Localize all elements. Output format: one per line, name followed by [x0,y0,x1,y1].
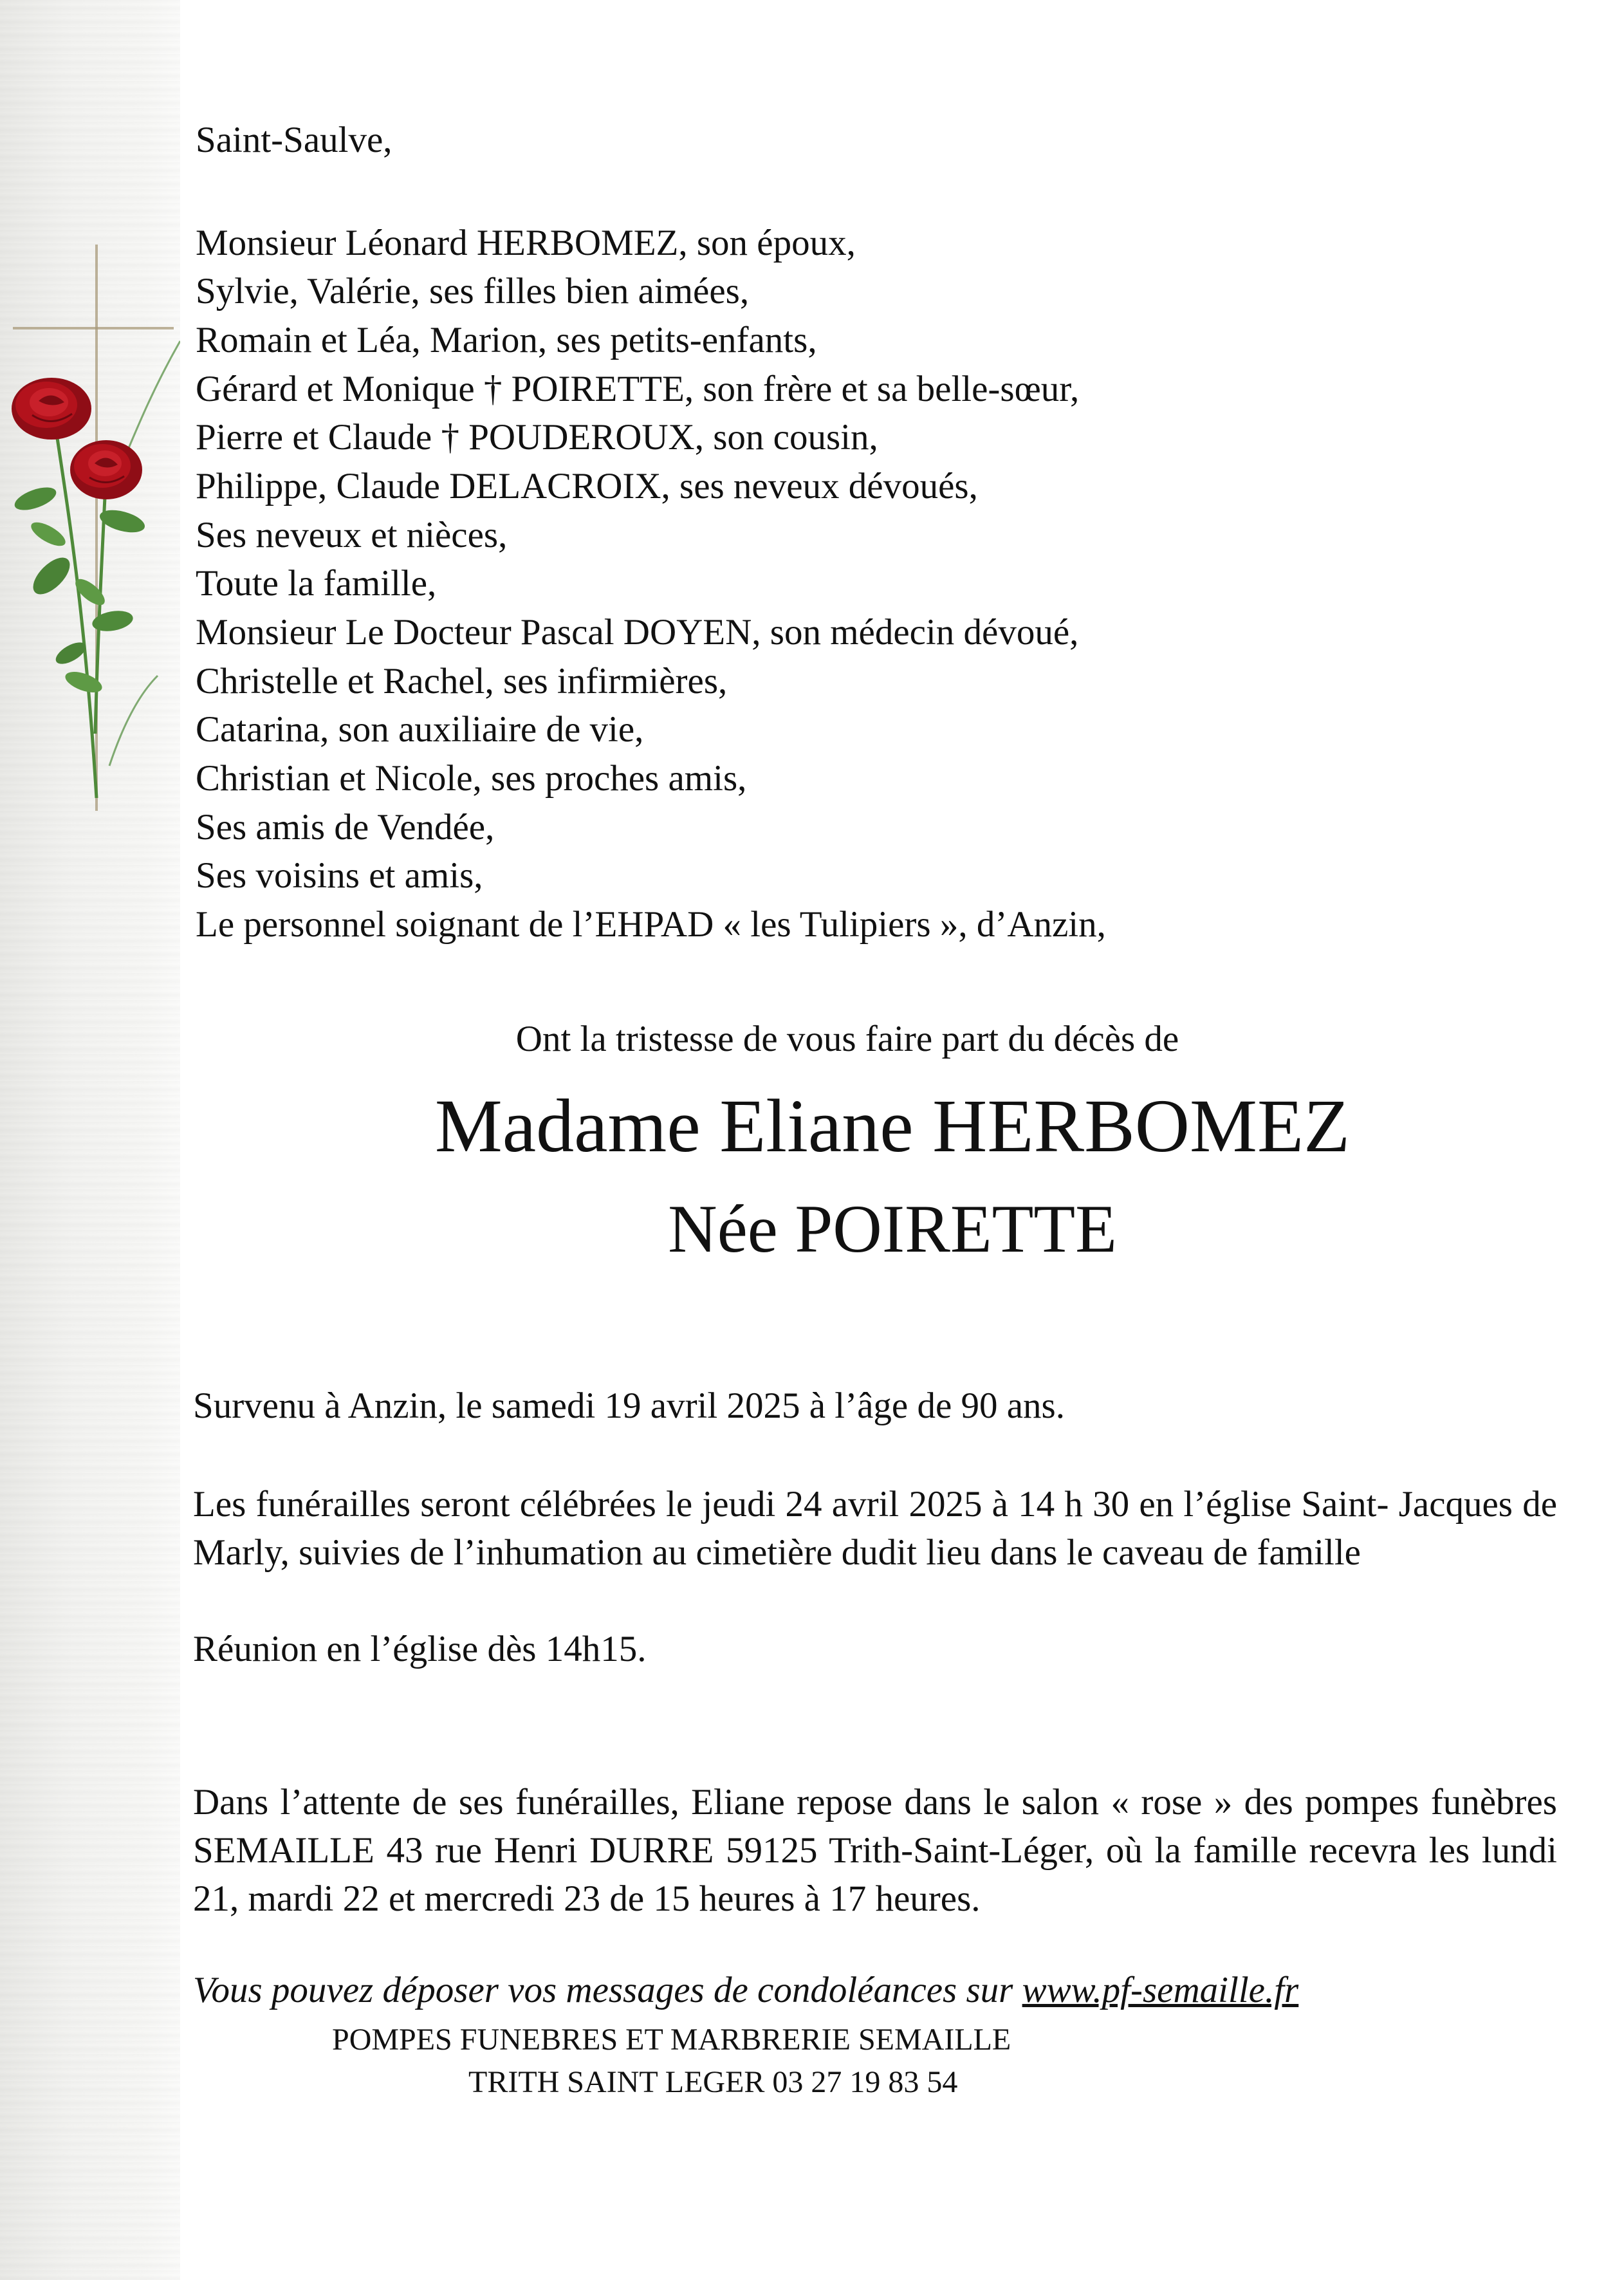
funeral-home-name: POMPES FUNEBRES ET MARBRERIE SEMAILLE [332,2023,1011,2057]
family-line: Monsieur Le Docteur Pascal DOYEN, son médecin dévoué, [196,612,1079,653]
rest-details: Dans l’attente de ses funérailles, Eliane repose dans le salon « rose » des pompes funèbres SEMAILLE 43 rue Henri DURRE 59125 Trith-Saint-Léger, où la famille recevra les lundi 21, mardi 22 et mercredi 23 de 15 heures à 17 heures. [193,1782,1557,1919]
family-line: Pierre et Claude † POUDEROUX, son cousin, [196,417,878,458]
family-line: Le personnel soignant de l’EHPAD « les Tulipiers », d’Anzin, [196,904,1106,945]
family-line: Philippe, Claude DELACROIX, ses neveux dévoués, [196,466,978,506]
family-line: Monsieur Léonard HERBOMEZ, son époux, [196,223,856,263]
cross-with-roses-icon [0,232,180,837]
condolences-line [193,1966,1298,2014]
family-line: Christelle et Rachel, ses infirmières, [196,661,728,701]
death-notice: Survenu à Anzin, le samedi 19 avril 2025 à l’âge de 90 ans. [193,1386,1065,1426]
family-line: Romain et Léa, Marion, ses petits-enfants, [196,320,817,360]
meeting-time: Réunion en l’église dès 14h15. [193,1629,647,1669]
rose-bloom [12,378,91,440]
family-line: Ses neveux et nièces, [196,515,508,555]
family-line: Sylvie, Valérie, ses filles bien aimées, [196,271,750,311]
family-line: Ses voisins et amis, [196,855,483,896]
condolences-text: Vous pouvez déposer vos messages de condoléances sur [193,1970,1022,2010]
family-line: Toute la famille, [196,563,437,604]
family-line: Ses amis de Vendée, [196,807,495,848]
funeral-details: Les funérailles seront célébrées le jeudi 24 avril 2025 à 14 h 30 en l’église Saint- Jacques de Marly, suivies de l’inhumation au cimetière dudit lieu dans le caveau de famille [193,1484,1557,1573]
location-line: Saint-Saulve, [196,120,392,160]
rose-bloom [70,440,142,499]
family-line: Catarina, son auxiliaire de vie, [196,709,644,750]
family-line: Christian et Nicole, ses proches amis, [196,758,747,799]
announcement-intro: Ont la tristesse de vous faire part du décès de [515,1019,1179,1059]
funeral-home-contact: TRITH SAINT LEGER 03 27 19 83 54 [468,2065,958,2099]
deceased-name: Madame Eliane HERBOMEZ [434,1084,1351,1168]
condolences-link[interactable]: www.pf-semaille.fr [1022,1970,1299,2010]
family-line: Gérard et Monique † POIRETTE, son frère et sa belle-sœur, [196,369,1080,409]
maiden-name: Née POIRETTE [668,1191,1117,1266]
